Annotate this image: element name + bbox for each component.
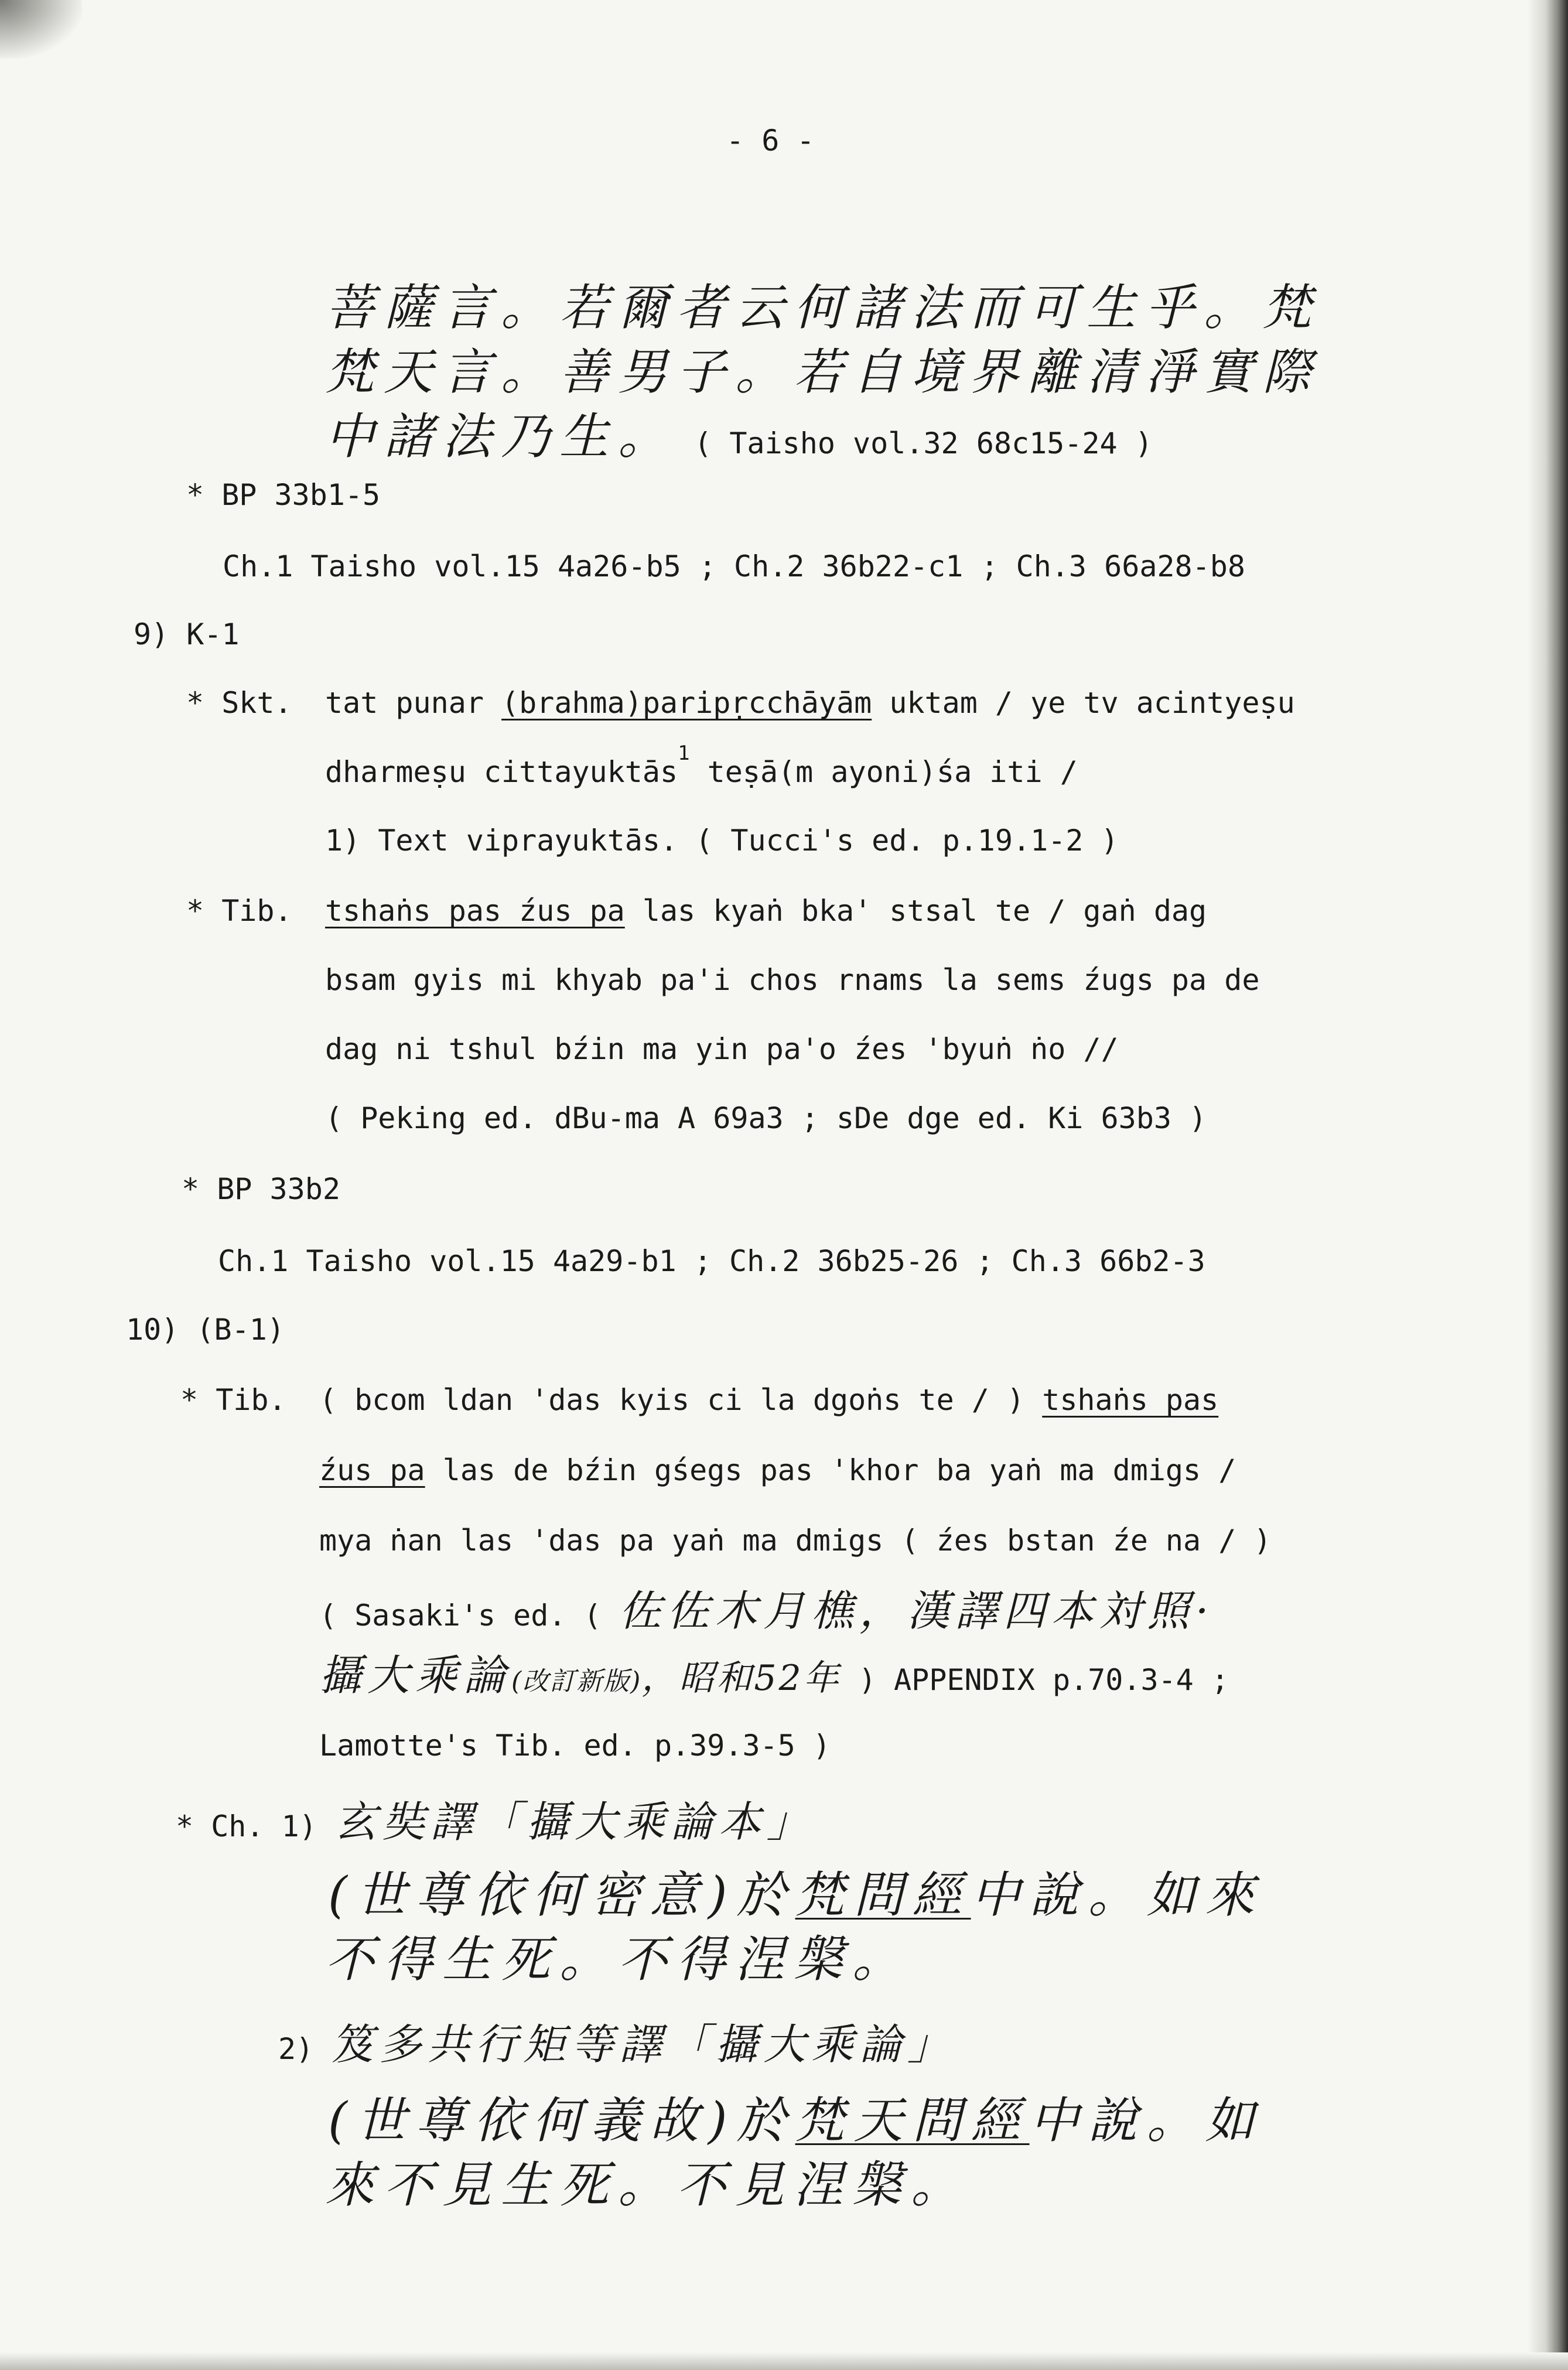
tib2-line-6: Lamotte's Tib. ed. p.39.3-5 ) [319,1729,831,1763]
sasaki-year-cjk: ，昭和52年 [641,1658,841,1699]
tib2-line-5 [319,1646,1229,1711]
scan-corner-shadow [0,0,82,59]
ch2-title: 笈多共行矩等譯「攝大乘論」 [331,2020,956,2069]
skt-line-2 [325,742,1078,793]
tib2-line-3: mya ṅan las 'das pa yaṅ ma dmigs ( źes bstan źe na / ) [319,1524,1272,1558]
page-number: - 6 - [726,124,815,158]
ch2-line-1 [328,2088,1264,2153]
tib-line-3: dag ni tshul bźin ma yin pa'o źes 'byuṅ ṅo // [325,1032,1119,1066]
ch2-label: 2) [278,2032,314,2066]
taisho-reference: ( Taisho vol.32 68c15-24 ) [694,426,1153,460]
tib2-title-underlined-b: źus pa [319,1453,425,1487]
ch1-line-2: 不得生死。不得涅槃。 [325,1931,911,1988]
ch-ref-1: Ch.1 Taisho vol.15 4a26-b5 ; Ch.2 36b22-c1 ; Ch.3 66a28-b8 [223,549,1245,583]
sasaki-edition-note: (改訂新版) [511,1666,642,1696]
skt-line-2-a: dharmeṣu cittayuktās [325,755,678,789]
section-9-heading: 9) K-1 [134,617,240,651]
tib2-line-1 [319,1379,1218,1420]
tib-title-underlined: tshaṅs pas źus pa [325,894,625,928]
tib-line-1-b: las kyaṅ bka' stsal te / gaṅ dag [624,894,1207,928]
skt-line-1-a: tat punar [325,686,484,720]
skt-label: * Skt. [186,686,292,720]
tib2-line-4 [319,1582,1215,1645]
ch2-sutra-underlined: 梵天問經 [795,2092,1030,2149]
cjk-line-2: 梵天言。善男子。若自境界離清淨實際 [325,343,1321,401]
sasaki-book-cjk: 攝大乘論 [319,1651,512,1700]
skt-line-2-b: teṣā(m ayoni)śa iti / [689,755,1078,789]
ch-ref-2: Ch.1 Taisho vol.15 4a29-b1 ; Ch.2 36b25-26 ; Ch.3 66b2-3 [218,1244,1205,1278]
ch-translation-2 [278,2015,955,2078]
appendix-ref: ) APPENDIX p.70.3-4 ; [858,1663,1229,1697]
skt-line-1-b: uktam / ye tv acintyeṣu [889,686,1295,720]
footnote-marker: 1 [678,742,690,765]
ch-label: * Ch. 1) [176,1809,317,1843]
ch1-sutra-underlined: 梵問經 [795,1866,971,1924]
skt-title-underlined: (brahma)paripṛcchāyām [501,686,872,720]
tib-line-1 [325,890,1207,931]
tib2-line-2 [319,1450,1236,1491]
tib2-title-underlined-a: tshaṅs pas [1042,1383,1219,1417]
tib2-line-2-b: las de bźin gśegs pas 'khor ba yaṅ ma dmigs / [425,1453,1236,1487]
tib2-line-1-a: ( bcom ldan 'das kyis ci la dgoṅs te / ) [319,1383,1025,1417]
ch1-title: 玄奘譯「攝大乘論本」 [334,1797,815,1846]
bp-ref-2: * BP 33b2 [182,1172,340,1206]
sasaki-ref: ( Sasaki's ed. ( [319,1599,602,1633]
ch2-line-1-a: (世尊依何義故)於 [328,2092,795,2149]
ch2-line-1-b: 中說。如 [1029,2092,1264,2149]
tib-line-2: bsam gyis mi khyab pa'i chos rnams la sems źugs pa de [325,963,1260,997]
ch1-line-1-a: (世尊依何密意)於 [328,1866,795,1924]
skt-line-1 [325,682,1295,723]
tib-label: * Tib. [186,894,292,928]
tib2-label: * Tib. [180,1383,286,1417]
sasaki-title-cjk: 佐佐木月樵，漢譯四本対照· [619,1586,1215,1635]
cjk-line-1: 菩薩言。若爾者云何諸法而可生乎。梵 [325,279,1321,336]
cjk-line-3 [325,404,1153,476]
scan-edge-right [1527,0,1568,2370]
bp-ref-1: * BP 33b1-5 [186,478,381,512]
ch1-line-1 [328,1863,1264,1927]
ch2-line-2: 來不見生死。不見涅槃。 [325,2156,970,2214]
skt-footnote: 1) Text viprayuktās. ( Tucci's ed. p.19.1-2 ) [325,824,1119,858]
ch1-line-1-b: 中說。如來 [971,1866,1264,1924]
ch-translation-1 [176,1792,815,1856]
cjk-line-3-text: 中諸法乃生。 [325,408,677,465]
scan-edge-bottom [0,2352,1568,2370]
section-10-heading: 10) (B-1) [126,1313,285,1347]
tib-line-4: ( Peking ed. dBu-ma A 69a3 ; sDe dge ed. Ki 63b3 ) [325,1101,1207,1135]
